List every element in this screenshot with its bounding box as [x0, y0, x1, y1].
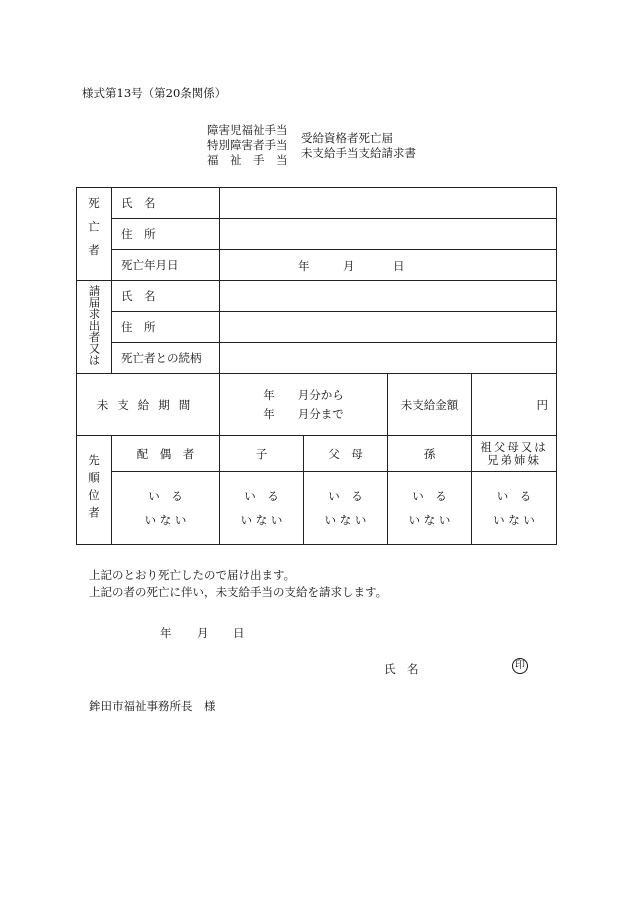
addressee: 鉾田市福祉事務所長 様 — [89, 699, 216, 713]
relation-child: 子 — [220, 436, 304, 472]
period-from-year: 年 — [263, 387, 275, 402]
allowance-types — [207, 123, 288, 168]
subject-line-1: 受給資格者死亡届 — [301, 131, 393, 145]
grandchild-choice[interactable]: い る い な い — [388, 472, 472, 545]
deceased-address-label: 住 所 — [112, 219, 220, 250]
death-date-year: 年 — [298, 259, 310, 273]
period-to-year: 年 — [263, 406, 275, 421]
death-date-day: 日 — [393, 259, 405, 273]
relation-parents: 父 母 — [304, 436, 388, 472]
relation-label: 死亡者との続柄 — [112, 343, 220, 374]
declaration — [89, 567, 387, 601]
applicant-address-label: 住 所 — [112, 312, 220, 343]
declaration-line-2: 上記の者の死亡に伴い，未支給手当の支給を請求します。 — [89, 585, 388, 599]
deceased-section-label: 死亡者 — [77, 188, 112, 281]
applicant-name-field[interactable] — [220, 281, 557, 312]
deceased-name-label: 氏 名 — [112, 188, 220, 219]
death-date-label: 死亡年月日 — [112, 250, 220, 281]
submission-year: 年 — [160, 626, 172, 640]
form-number: 様式第13号（第20条関係） — [82, 86, 227, 100]
priority-section-label: 先順位者 — [77, 436, 112, 545]
unpaid-amount-field[interactable] — [472, 374, 557, 436]
signature-label: 氏 名 — [384, 662, 419, 676]
relation-grandchild: 孫 — [388, 436, 472, 472]
relation-spouse: 配 偶 者 — [112, 436, 220, 472]
grandparents-siblings-choice[interactable]: い る い な い — [472, 472, 557, 545]
deceased-address-field[interactable] — [220, 219, 557, 250]
period-from-text: 月分から — [297, 387, 344, 402]
applicant-address-field[interactable] — [220, 312, 557, 343]
applicant-name-label: 氏 名 — [112, 281, 220, 312]
declaration-line-1: 上記のとおり死亡したので届け出ます。 — [89, 568, 296, 582]
relation-field[interactable] — [220, 343, 557, 374]
allowance-type-1: 障害児福祉手当 — [207, 123, 288, 137]
unpaid-period-field[interactable] — [220, 374, 388, 436]
death-date-field[interactable] — [220, 250, 557, 281]
period-to-text: 月分まで — [297, 406, 344, 421]
unpaid-amount-label: 未支給金額 — [388, 374, 472, 436]
seal-mark: 印 — [512, 658, 528, 674]
death-date-month: 月 — [343, 259, 355, 273]
amount-unit: 円 — [536, 397, 548, 412]
unpaid-period-label: 未支給期間 — [77, 374, 220, 436]
submission-day: 日 — [233, 626, 245, 640]
child-choice[interactable]: い る い な い — [220, 472, 304, 545]
form-subject — [301, 131, 416, 161]
deceased-name-field[interactable] — [220, 188, 557, 219]
submission-month: 月 — [197, 626, 209, 640]
relation-grandparents-siblings: 祖父母又は兄弟姉妹 — [472, 436, 557, 472]
allowance-type-2: 特別障害者手当 — [207, 138, 288, 152]
parents-choice[interactable]: い る い な い — [304, 472, 388, 545]
applicant-section-label: 請届求出者又は — [77, 281, 112, 374]
subject-line-2: 未支給手当支給請求書 — [301, 146, 416, 160]
spouse-choice[interactable]: い る い な い — [112, 472, 220, 545]
application-table — [76, 187, 557, 545]
allowance-type-3: 福 祉 手 当 — [207, 153, 288, 167]
